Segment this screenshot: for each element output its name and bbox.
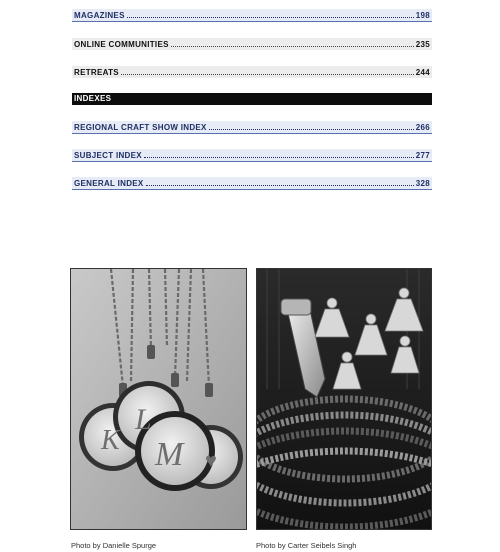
toc-page-number: 328 (415, 179, 430, 188)
photo-caption-right: Photo by Carter Seibels Singh (256, 541, 357, 550)
leader-dots (144, 157, 414, 158)
leader-dots (146, 185, 414, 186)
toc-page-number: 235 (415, 40, 430, 49)
toc-page-number: 244 (415, 68, 430, 77)
toc-entry-retreats (72, 66, 432, 78)
toc-entry-online-communities (72, 38, 432, 50)
leader-dots (171, 46, 414, 47)
toc-label: ONLINE COMMUNITIES (74, 40, 169, 49)
toc-page-number: 277 (415, 151, 430, 160)
svg-text:L: L (135, 403, 152, 436)
pendant-necklaces-image (71, 269, 246, 529)
toc-entry-magazines[interactable] (72, 9, 432, 22)
tassels-crystal-image (257, 269, 431, 529)
leader-dots (127, 17, 414, 18)
toc-page-number: 198 (415, 11, 430, 20)
toc-entry-general-index[interactable] (72, 177, 432, 190)
toc-label: REGIONAL CRAFT SHOW INDEX (74, 123, 207, 132)
photo-caption-left: Photo by Danielle Spurge (71, 541, 157, 550)
toc-entry-subject-index[interactable] (72, 149, 432, 162)
photo-pendant-necklaces (70, 268, 247, 530)
svg-text:K: K (101, 425, 120, 456)
toc-label: MAGAZINES (74, 11, 125, 20)
toc-entry-regional-craft-show-index[interactable] (72, 121, 432, 134)
toc-label: SUBJECT INDEX (74, 151, 142, 160)
photo-tassels-crystal (256, 268, 432, 530)
svg-text:♥: ♥ (205, 450, 217, 472)
toc-label: GENERAL INDEX (74, 179, 144, 188)
svg-text:M: M (155, 436, 184, 473)
section-header-indexes: INDEXES (72, 93, 432, 105)
leader-dots (209, 129, 414, 130)
toc-page-number: 266 (415, 123, 430, 132)
toc-label: RETREATS (74, 68, 119, 77)
leader-dots (121, 74, 414, 75)
